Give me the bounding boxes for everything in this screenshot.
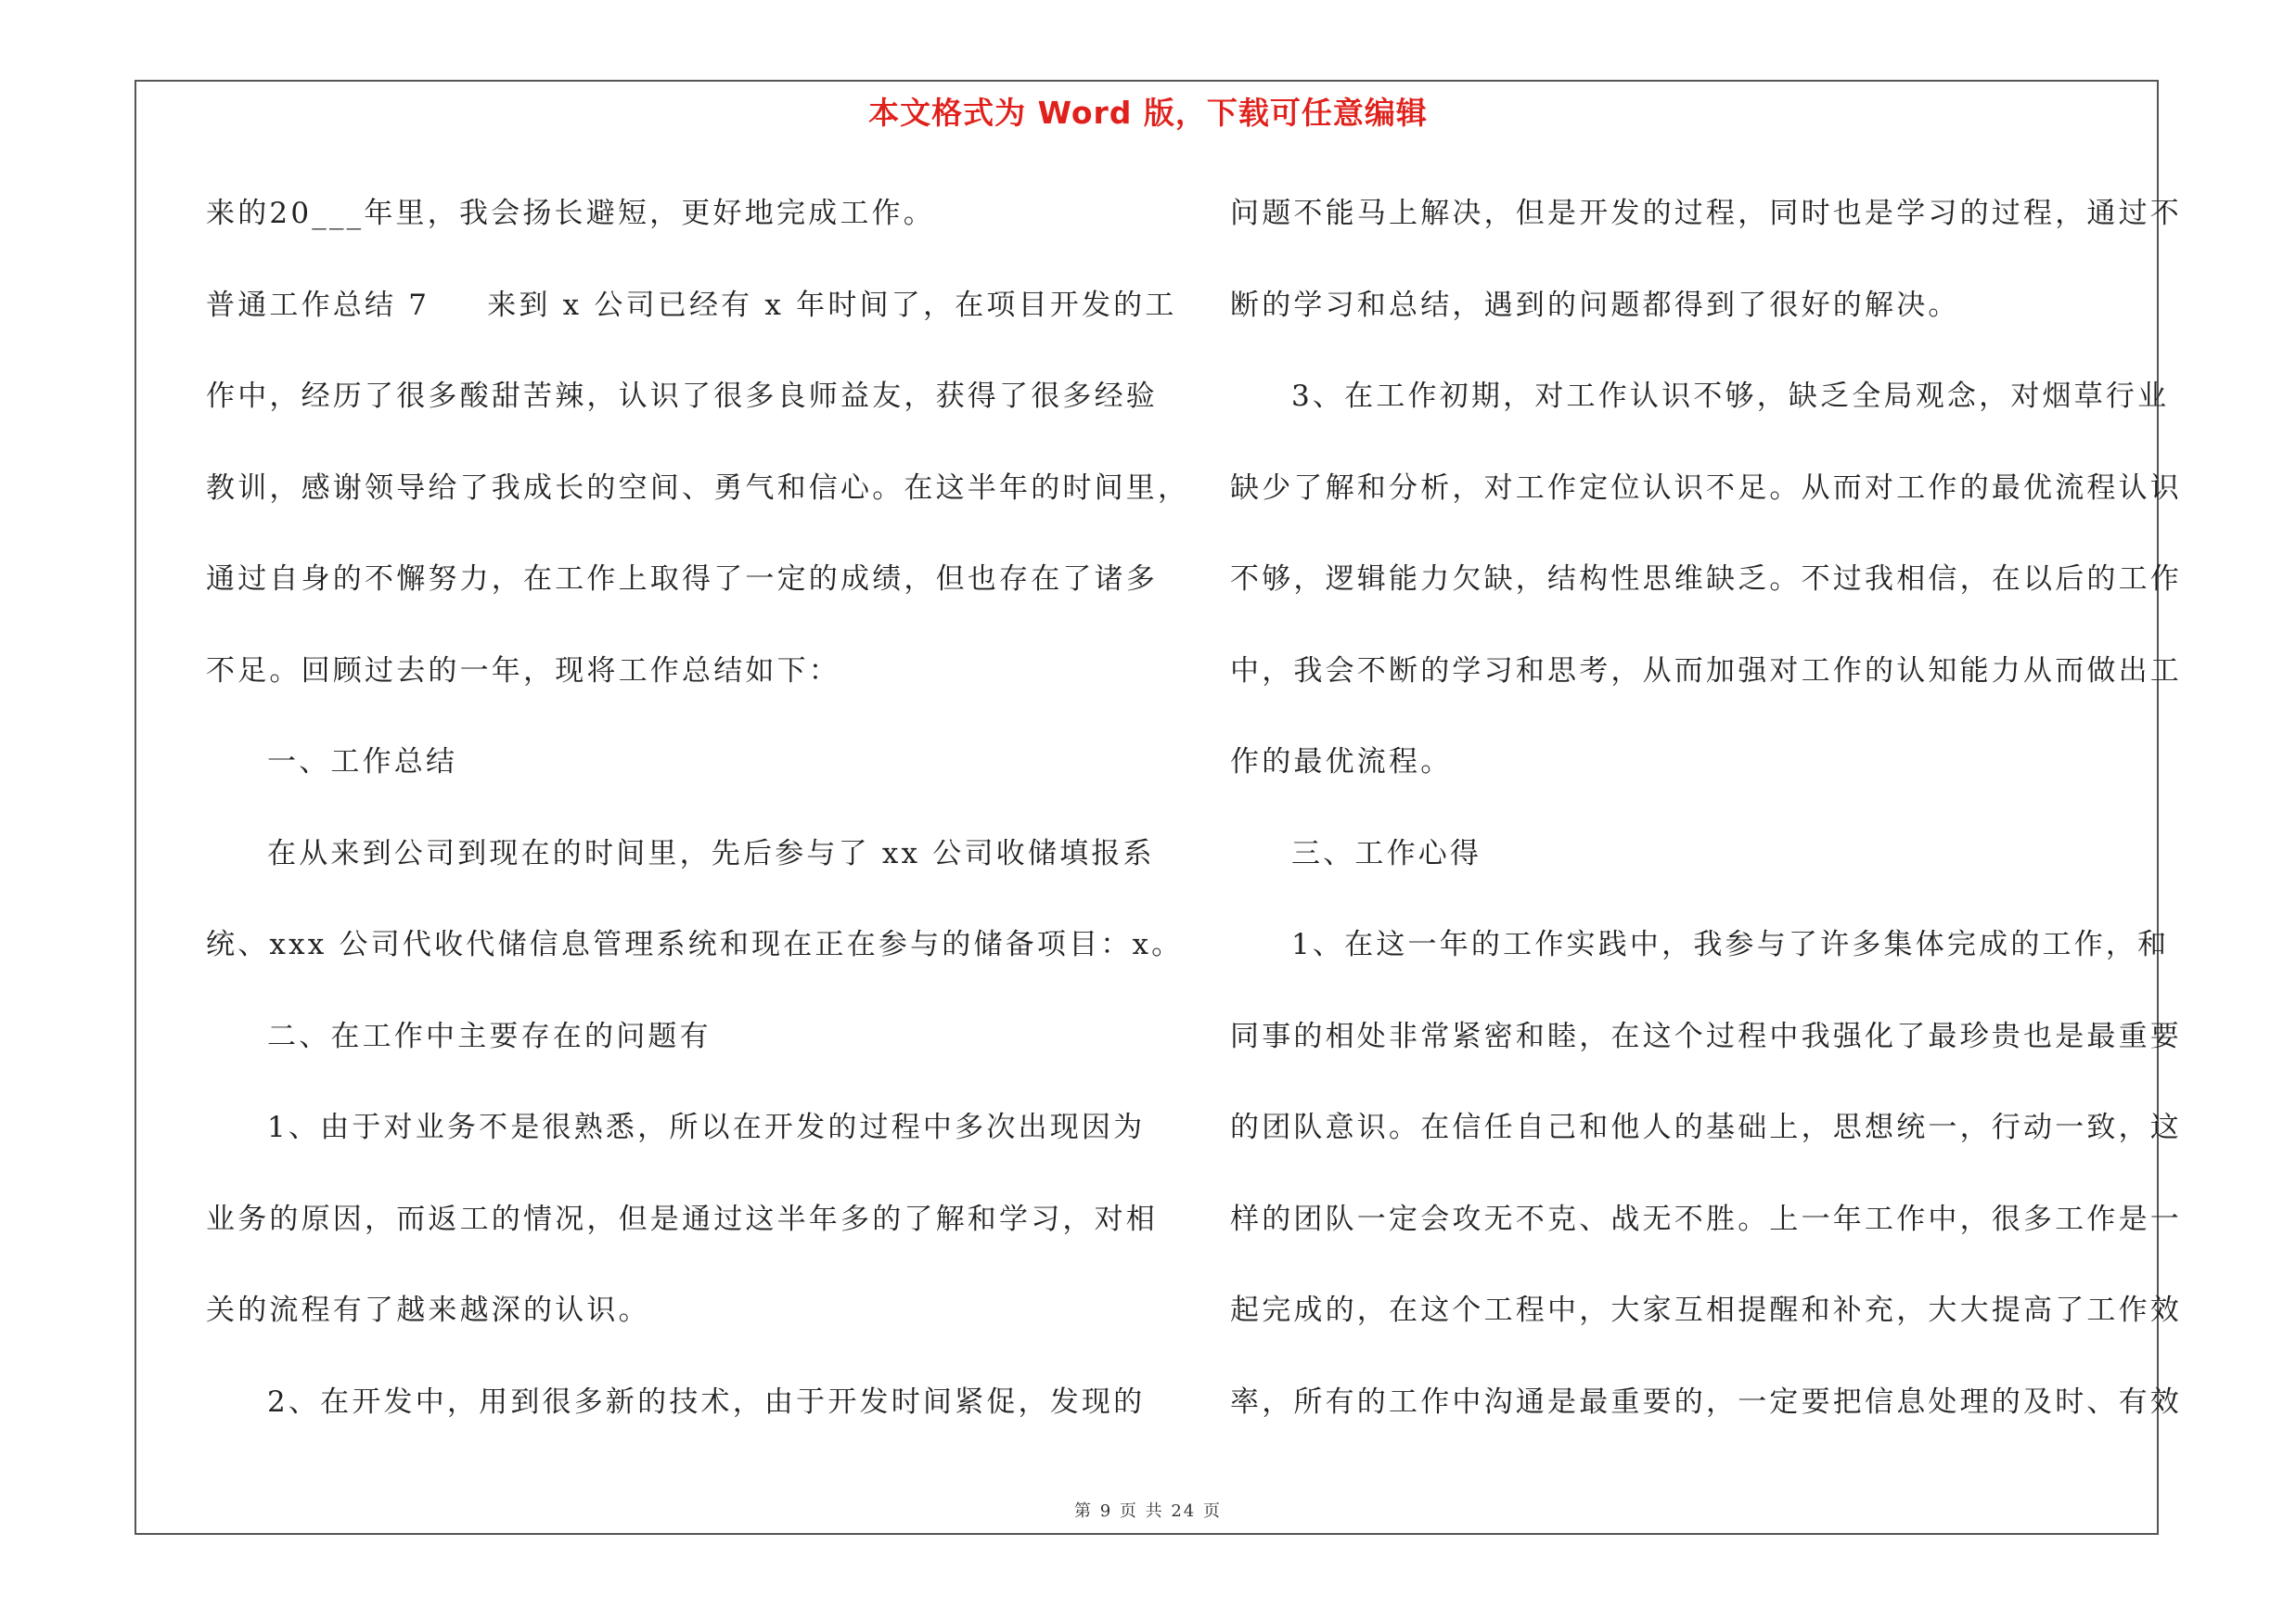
line-text: 断的学习和总结，遇到的问题都得到了很好的解决。 <box>1230 288 1960 322</box>
line-text: 的团队意识。在信任自己和他人的基础上，思想统一，行动一致，这 <box>1230 1111 2182 1144</box>
text-line <box>206 1009 1124 1101</box>
text-line <box>1230 186 2182 277</box>
text-line <box>1230 917 2170 1009</box>
right-column <box>1230 186 2182 1465</box>
text-line <box>1230 1282 2182 1374</box>
line-text: 3、在工作初期，对工作认识不够，缺乏全局观念，对烟草行业 <box>1291 380 2170 413</box>
format-banner: 本文格式为 Word 版，下载可任意编辑 <box>868 95 1428 131</box>
line-text: 关的流程有了越来越深的认识。 <box>206 1294 650 1327</box>
text-line <box>1230 643 2182 735</box>
line-text: 中，我会不断的学习和思考，从而加强对工作的认知能力从而做出工 <box>1230 653 2182 688</box>
text-line <box>206 460 1190 552</box>
text-line <box>1230 460 2182 552</box>
line-text: 1、在这一年的工作实践中，我参与了许多集体完成的工作，和 <box>1291 928 2170 961</box>
line-text: 样的团队一定会攻无不克、战无不胜。上一年工作中，很多工作是一 <box>1230 1202 2182 1236</box>
text-line <box>206 826 1155 918</box>
text-line <box>206 277 1177 369</box>
line-text: 通过自身的不懈努力，在工作上取得了一定的成绩，但也存在了诸多 <box>206 562 1158 596</box>
line-text: 三、工作心得 <box>1291 836 1482 870</box>
text-line <box>1230 734 2148 826</box>
line-text: 缺少了解和分析，对工作定位认识不足。从而对工作的最优流程认识 <box>1230 470 2182 505</box>
text-line <box>206 1374 1146 1466</box>
line-text: 率，所有的工作中沟通是最重要的，一定要把信息处理的及时、有效 <box>1230 1385 2182 1419</box>
text-line <box>206 1191 1158 1283</box>
text-line <box>1230 1191 2182 1283</box>
line-text: 1、由于对业务不是很熟悉，所以在开发的过程中多次出现因为 <box>267 1111 1146 1144</box>
line-text: 问题不能马上解决，但是开发的过程，同时也是学习的过程，通过不 <box>1230 197 2182 230</box>
text-line <box>206 734 1124 826</box>
text-line <box>206 917 1184 1009</box>
line-text: 同事的相处非常紧密和睦，在这个过程中我强化了最珍贵也是最重要 <box>1230 1019 2182 1053</box>
line-text: 教训，感谢领导给了我成长的空间、勇气和信心。在这半年的时间里， <box>206 470 1190 505</box>
text-line <box>1230 826 2148 918</box>
line-text: 2、在开发中，用到很多新的技术，由于开发时间紧促，发现的 <box>267 1385 1146 1419</box>
line-text: 二、在工作中主要存在的问题有 <box>267 1019 712 1053</box>
line-text: 在从来到公司到现在的时间里，先后参与了 xx 公司收储填报系 <box>267 836 1155 870</box>
line-text: 起完成的，在这个工程中，大家互相提醒和补充，大大提高了工作效 <box>1230 1294 2182 1327</box>
text-line <box>1230 1374 2182 1466</box>
text-line <box>1230 277 2148 369</box>
line-text-continued: 来到 x 公司已经有 x 年时间了，在项目开发的工 <box>487 288 1177 322</box>
line-text: 一、工作总结 <box>267 745 458 779</box>
text-line <box>1230 551 2182 643</box>
line-text: 不够，逻辑能力欠缺，结构性思维缺乏。不过我相信，在以后的工作 <box>1230 562 2182 596</box>
text-line <box>1230 368 2170 460</box>
text-line <box>1230 1100 2182 1191</box>
text-line <box>206 186 1124 277</box>
line-text: 业务的原因，而返工的情况，但是通过这半年多的了解和学习，对相 <box>206 1202 1158 1236</box>
left-column <box>206 186 1190 1465</box>
line-text: 统、xxx 公司代收代储信息管理系统和现在正在参与的储备项目：x。 <box>206 928 1184 961</box>
line-text: 作的最优流程。 <box>1230 745 1453 779</box>
text-line <box>206 1100 1146 1191</box>
line-text: 普通工作总结 7 <box>206 288 430 322</box>
line-text: 来的20___年里，我会扬长避短，更好地完成工作。 <box>206 197 935 230</box>
text-line <box>206 368 1158 460</box>
line-text: 作中，经历了很多酸甜苦辣，认识了很多良师益友，获得了很多经验 <box>206 380 1158 413</box>
text-line <box>206 551 1158 643</box>
text-line <box>1230 1009 2182 1101</box>
text-line <box>206 643 1124 735</box>
line-text: 不足。回顾过去的一年，现将工作总结如下： <box>206 653 840 688</box>
page-number-footer: 第 9 页 共 24 页 <box>1074 1501 1222 1521</box>
text-line <box>206 1282 1124 1374</box>
